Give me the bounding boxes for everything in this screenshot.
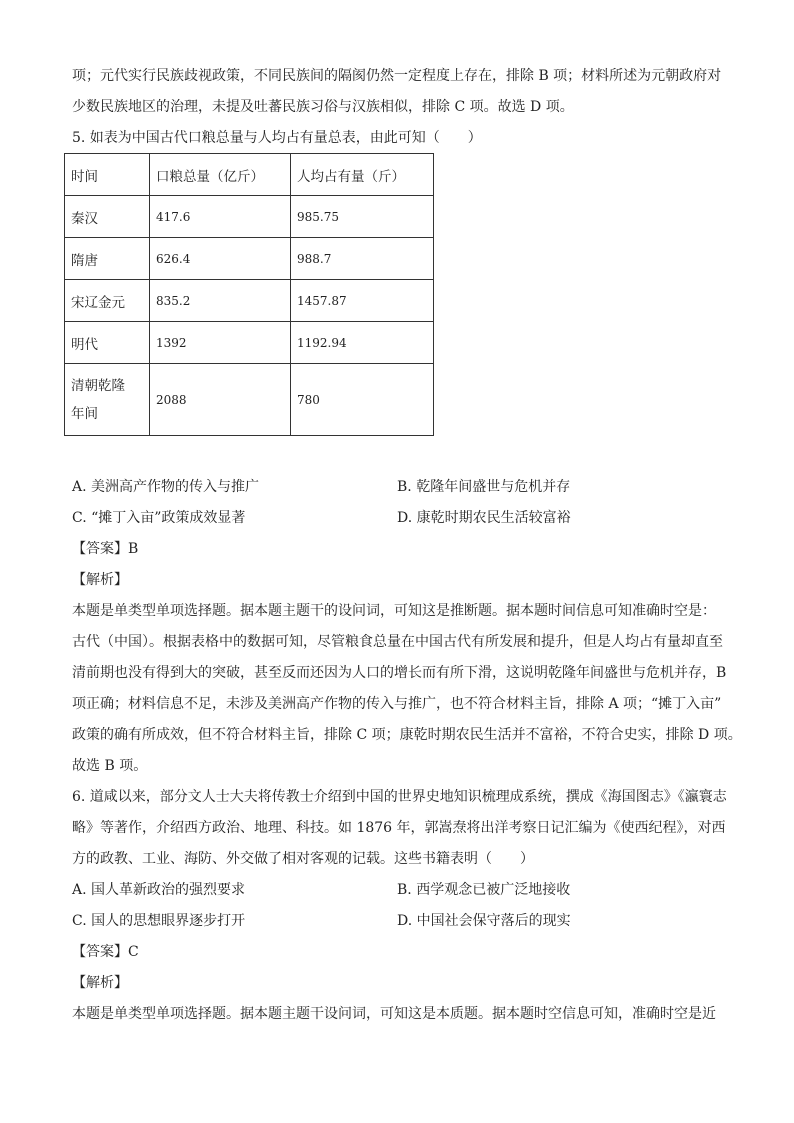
table-row [65, 280, 434, 322]
q5-analysis-label: 【解析】 [72, 572, 128, 588]
grain-table [64, 153, 434, 436]
table-header-cell: 时间 [65, 154, 150, 196]
q5-analysis-line-5: 政策的确有所成效，但不符合材料主旨，排除 C 项；康乾时期农民生活并不富裕，不符合史实，排除 D 项。 [72, 727, 742, 743]
table-cell-total: 417.6 [150, 196, 291, 238]
table-cell-total: 1392 [150, 322, 291, 364]
table-cell-per-capita: 985.75 [291, 196, 434, 238]
table-cell-per-capita: 780 [291, 364, 434, 436]
q5-option-b: B. 乾隆年间盛世与危机并存 [397, 479, 571, 495]
question-5-stem: 5. 如表为中国古代口粮总量与人均占有量总表，由此可知（ ） [72, 130, 482, 146]
table-cell-period: 秦汉 [65, 196, 150, 238]
table-cell-total: 835.2 [150, 280, 291, 322]
table-cell-period [65, 364, 150, 436]
q6-answer: 【答案】C [72, 944, 139, 960]
q5-option-c: C. “摊丁入亩”政策成效显著 [72, 510, 246, 526]
table-row [65, 196, 434, 238]
q5-option-a: A. 美洲高产作物的传入与推广 [72, 479, 260, 495]
q6-option-c: C. 国人的思想眼界逐步打开 [72, 913, 246, 929]
intro-line-2: 少数民族地区的治理，未提及吐蕃民族习俗与汉族相似，排除 C 项。故选 D 项。 [72, 99, 574, 115]
table-cell-total: 626.4 [150, 238, 291, 280]
table-header-cell: 口粮总量（亿斤） [150, 154, 291, 196]
table-header-row [65, 154, 434, 196]
q5-analysis-line-6: 故选 B 项。 [72, 758, 148, 774]
q6-stem-line-2: 略》等著作，介绍西方政治、地理、科技。如 1876 年，郭嵩焘将出洋考察日记汇编为《使西纪程》，对西 [72, 820, 726, 836]
table-cell-per-capita: 1457.87 [291, 280, 434, 322]
q6-option-a: A. 国人革新政治的强烈要求 [72, 882, 246, 898]
table-row [65, 364, 434, 436]
q6-analysis-line-1: 本题是单类型单项选择题。据本题主题干设问词，可知这是本质题。据本题时空信息可知，准确时空是近 [72, 1006, 716, 1022]
table-cell-per-capita: 1192.94 [291, 322, 434, 364]
q5-analysis-line-4: 项正确；材料信息不足，未涉及美洲高产作物的传入与推广，也不符合材料主旨，排除 A 项；“摊丁入亩” [72, 696, 722, 712]
q6-option-b: B. 西学观念已被广泛地接收 [397, 882, 571, 898]
q5-analysis-line-2: 古代（中国）。根据表格中的数据可知，尽管粮食总量在中国古代有所发展和提升，但是人均占有量却直至 [72, 634, 723, 650]
table-cell-period: 明代 [65, 322, 150, 364]
q5-answer: 【答案】B [72, 541, 139, 557]
table-cell-per-capita: 988.7 [291, 238, 434, 280]
q6-stem-line-1: 6. 道咸以来，部分文人士大夫将传教士介绍到中国的世界史地知识梳理成系统，撰成《海国图志》《瀛寰志 [72, 789, 727, 805]
table-row [65, 238, 434, 280]
table-cell-period: 宋辽金元 [65, 280, 150, 322]
table-header-cell: 人均占有量（斤） [291, 154, 434, 196]
table-cell-total: 2088 [150, 364, 291, 436]
q6-stem-line-3: 方的政教、工业、海防、外交做了相对客观的记载。这些书籍表明（ ） [72, 851, 534, 867]
q5-option-d: D. 康乾时期农民生活较富裕 [397, 510, 571, 526]
table-row [65, 322, 434, 364]
q5-analysis-line-1: 本题是单类型单项选择题。据本题主题干的设问词，可知这是推断题。据本题时间信息可知准确时空是： [72, 603, 716, 619]
table-cell-period: 隋唐 [65, 238, 150, 280]
intro-line-1: 项；元代实行民族歧视政策，不同民族间的隔阂仍然一定程度上存在，排除 B 项；材料所述为元朝政府对 [72, 68, 722, 84]
q6-analysis-label: 【解析】 [72, 975, 128, 991]
period-line-1: 清朝乾隆 [71, 377, 125, 394]
period-line-2: 年间 [71, 405, 98, 422]
q5-analysis-line-3: 清前期也没有得到大的突破，甚至反而还因为人口的增长而有所下滑，这说明乾隆年间盛世与危机并存，B [72, 665, 727, 681]
q6-option-d: D. 中国社会保守落后的现实 [397, 913, 571, 929]
